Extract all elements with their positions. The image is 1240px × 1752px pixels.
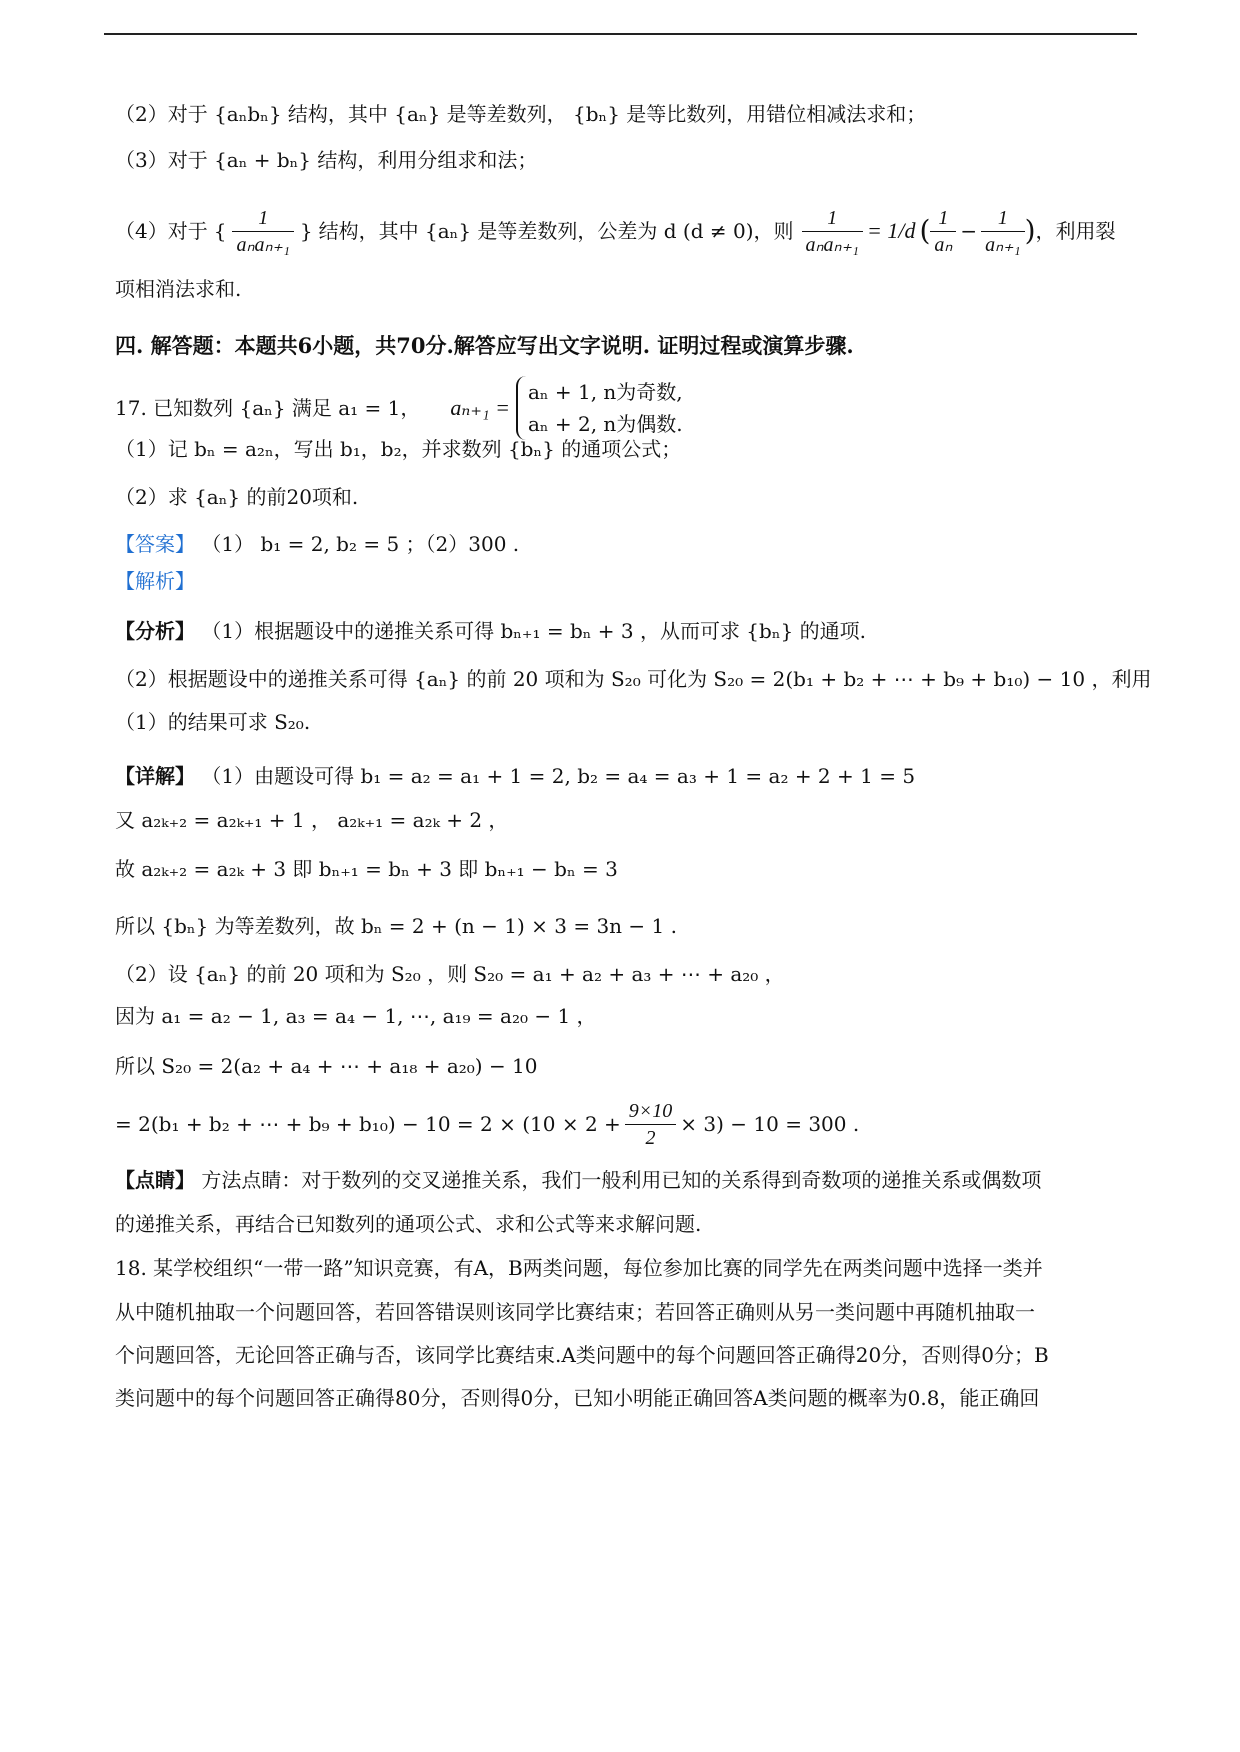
dianjing-line-2: 的递推关系，再结合已知数列的通项公式、求和公式等来求解问题. — [115, 1212, 702, 1236]
xiangjie-line-3: 故 a₂ₖ₊₂ = a₂ₖ + 3 即 bₙ₊₁ = bₙ + 3 即 bₙ₊₁ − bₙ = 3 — [115, 857, 618, 881]
fenxi-text-1: （1）根据题设中的递推关系可得 bₙ₊₁ = bₙ + 3 ，从而可求 {bₙ} 的通项. — [201, 619, 866, 643]
fenxi-tag: 【分析】 — [115, 619, 195, 643]
fraction-1-over-an: $\frac{1}{\text{aₙ}}$ — [930, 205, 956, 258]
question-17-stem — [115, 378, 683, 438]
xiangjie-line-6: 因为 a₁ = a₂ − 1, a₃ = a₄ − 1, ⋯, a₁₉ = a₂₀ − 1 ， — [115, 1004, 597, 1028]
q17-condition: 17. 已知数列 {aₙ} 满足 a₁ = 1， — [115, 396, 421, 420]
xiangjie-text-8b: × 3) − 10 = 300 . — [680, 1112, 860, 1136]
fraction-telescoping-lhs: $\frac{1}{\text{aₙaₙ₊₁}}$ — [802, 205, 863, 258]
xiangjie-text-1: （1）由题设可得 b₁ = a₂ = a₁ + 1 = 2, b₂ = a₄ = a₃ + 1 = a₂ + 2 + 1 = 5 — [201, 764, 916, 788]
xiangjie-tag: 【详解】 — [115, 764, 195, 788]
answer-line — [115, 530, 519, 558]
top-rule — [104, 33, 1137, 35]
q17-piecewise — [516, 376, 683, 440]
question-18-line-1: 18. 某学校组织“一带一路”知识竞赛，有A，B两类问题，每位参加比赛的同学先在两类问题中选择一类并 — [115, 1256, 1043, 1280]
question-17-part-1: （1）记 bₙ = a₂ₙ，写出 b₁，b₂，并求数列 {bₙ} 的通项公式； — [115, 437, 682, 461]
dianjing-line-1 — [115, 1166, 1041, 1194]
question-18-line-4: 类问题中的每个问题回答正确得80分，否则得0分，已知小明能正确回答A类问题的概率为0.8，能正确回 — [115, 1386, 1040, 1410]
fenxi-line-2: （2）根据题设中的递推关系可得 {aₙ} 的前 20 项和为 S₂₀ 可化为 S₂₀ = 2(b₁ + b₂ + ⋯ + b₉ + b₁₀) − 10 ，利用 — [115, 667, 1152, 691]
telescoping-coef: = 1/d — [866, 218, 916, 243]
method-4-prefix: （4）对于 — [115, 219, 208, 243]
xiangjie-line-1 — [115, 762, 915, 790]
q17-recurrence-lhs: aₙ₊₁ = — [450, 395, 510, 420]
text-line-method-4: （4）对于 { $\frac{1}{\text{aₙaₙ₊₁}}$ } 结构，其中 {aₙ} 是等差数列，公差为 d (d ≠ 0)，则 $\frac{1}{\text{aₙaₙ₊₁}}$ = 1/d ( $\frac{1}{\text{aₙ}}$ − $\frac{1}{\text{aₙ₊₁}}$ ) ，利用裂 — [115, 206, 1116, 256]
question-17-part-2: （2）求 {aₙ} 的前20项和. — [115, 485, 359, 509]
fraction-1-over-an1: $\frac{1}{\text{aₙ₊₁}}$ — [981, 205, 1024, 258]
analysis-tag: 【解析】 — [115, 569, 195, 593]
answer-text: （1） b₁ = 2, b₂ = 5 ；（2）300 . — [201, 532, 520, 556]
xiangjie-line-8 — [115, 1092, 859, 1156]
question-18-line-3: 个问题回答，无论回答正确与否，该同学比赛结束.A类问题中的每个问题回答正确得20分，否则得0分；B — [115, 1343, 1049, 1367]
text-line-method-2: （2）对于 {aₙbₙ} 结构，其中 {aₙ} 是等差数列， {bₙ} 是等比数列，用错位相减法求和； — [115, 102, 927, 126]
dianjing-text-1: 方法点睛：对于数列的交叉递推关系，我们一般利用已知的关系得到奇数项的递推关系或偶数项 — [201, 1168, 1042, 1192]
method-4-suffix: ，利用裂 — [1035, 219, 1116, 243]
fenxi-line-1 — [115, 617, 866, 645]
xiangjie-line-2: 又 a₂ₖ₊₂ = a₂ₖ₊₁ + 1 ， a₂ₖ₊₁ = a₂ₖ + 2 ， — [115, 808, 509, 832]
question-18-line-2: 从中随机抽取一个问题回答，若回答错误则该同学比赛结束；若回答正确则从另一类问题中再随机抽取一 — [115, 1300, 1035, 1324]
fraction-1-over-anan1: $\frac{1}{\text{aₙaₙ₊₁}}$ — [232, 205, 293, 258]
q17-case-even: aₙ + 2, n为偶数. — [527, 412, 683, 436]
fraction-9x10-over-2: $\frac{9\times 10}{2}$ — [625, 1098, 677, 1151]
fenxi-line-3: （1）的结果可求 S₂₀. — [115, 710, 311, 734]
xiangjie-line-4: 所以 {bₙ} 为等差数列，故 bₙ = 2 + (n − 1) × 3 = 3n − 1 . — [115, 914, 677, 938]
q17-case-odd: aₙ + 1, n为奇数, — [527, 380, 683, 404]
xiangjie-text-8a: = 2(b₁ + b₂ + ⋯ + b₉ + b₁₀) − 10 = 2 × (10 × 2 + — [115, 1112, 621, 1136]
dianjing-tag: 【点睛】 — [115, 1168, 195, 1192]
xiangjie-line-5: （2）设 {aₙ} 的前 20 项和为 S₂₀ ，则 S₂₀ = a₁ + a₂ + a₃ + ⋯ + a₂₀ ， — [115, 962, 785, 986]
section-heading: 四. 解答题：本题共6小题，共70分.解答应写出文字说明. 证明过程或演算步骤. — [115, 333, 854, 358]
text-line-method-3: （3）对于 {aₙ + bₙ} 结构，利用分组求和法； — [115, 148, 538, 172]
answer-tag: 【答案】 — [115, 532, 195, 556]
text-line-method-4-end: 项相消法求和. — [115, 277, 242, 301]
xiangjie-line-7: 所以 S₂₀ = 2(a₂ + a₄ + ⋯ + a₁₈ + a₂₀) − 10 — [115, 1054, 538, 1078]
method-4-middle: 结构，其中 {aₙ} 是等差数列，公差为 d (d ≠ 0)，则 — [318, 219, 794, 243]
